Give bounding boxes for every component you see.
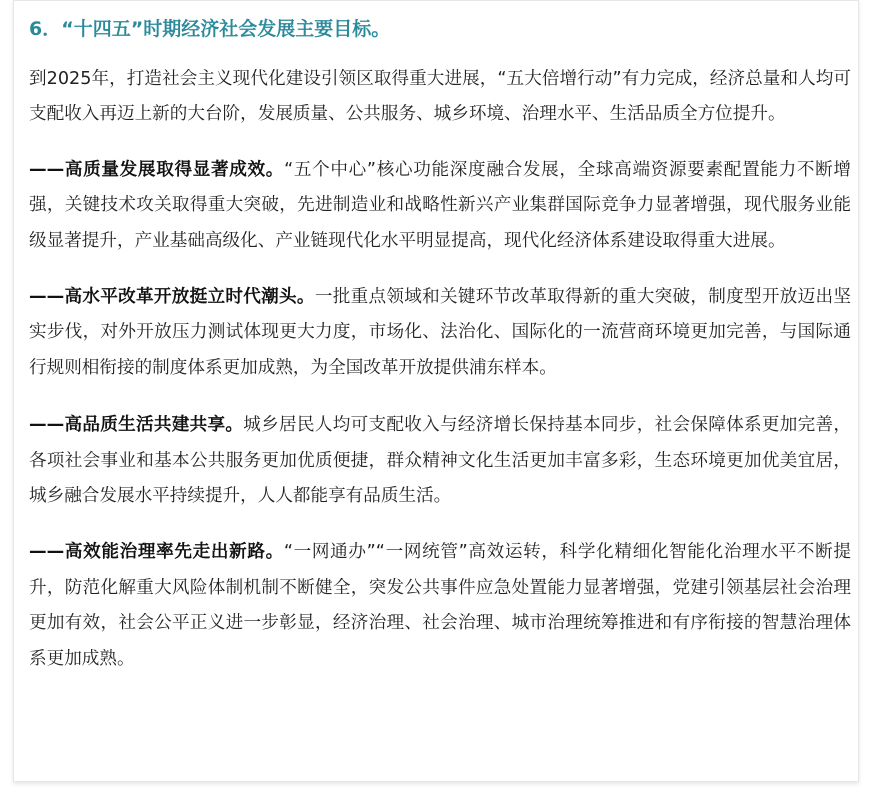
goal-paragraph-quality-life: [29, 408, 851, 514]
goal-lead: ——高品质生活共建共享。: [29, 415, 244, 436]
section-heading: 6．“十四五”时期经济社会发展主要目标。: [29, 18, 391, 40]
article-content: [29, 12, 851, 677]
intro-paragraph: 到2025年，打造社会主义现代化建设引领区取得重大进展，“五大倍增行动”有力完成，经济总量和人均可支配收入再迈上新的大台阶，发展质量、公共服务、城乡环境、治理水平、生活品质全方位提升。: [29, 69, 851, 125]
goal-text: “五个中心”核心功能深度融合发展，全球高端资源要素配置能力不断增强，关键技术攻关取得重大突破，先进制造业和战略性新兴产业集群国际竞争力显著增强，现代服务业能级显著提升，产业基础高级化、产业链现代化水平明显提高，现代化经济体系建设取得重大进展。: [29, 159, 851, 251]
goal-paragraph-quality-development: [29, 153, 851, 259]
goal-paragraph-reform-opening: [29, 280, 851, 386]
goal-text: “一网通办”“一网统管”高效运转，科学化精细化智能化治理水平不断提升，防范化解重大风险体制机制不断健全，突发公共事件应急处置能力显著增强，党建引领基层社会治理更加有效，社会公平正义进一步彰显，经济治理、社会治理、城市治理统筹推进和有序衔接的智慧治理体系更加成熟。: [29, 542, 851, 669]
goal-lead: ——高质量发展取得显著成效。: [29, 159, 285, 180]
goal-text: 城乡居民人均可支配收入与经济增长保持基本同步，社会保障体系更加完善，各项社会事业和基本公共服务更加优质便捷，群众精神文化生活更加丰富多彩，生态环境更加优美宜居，城乡融合发展水平持续提升，人人都能享有品质生活。: [29, 415, 851, 507]
goal-lead: ——高效能治理率先走出新路。: [29, 542, 284, 563]
goal-paragraph-governance: [29, 535, 851, 677]
goal-lead: ——高水平改革开放挺立时代潮头。: [29, 287, 315, 308]
goal-text: 一批重点领域和关键环节改革取得新的重大突破，制度型开放迈出坚实步伐，对外开放压力测试体现更大力度，市场化、法治化、国际化的一流营商环境更加完善，与国际通行规则相衔接的制度体系更加成熟，为全国改革开放提供浦东样本。: [29, 287, 851, 378]
article-card: [13, 0, 859, 782]
